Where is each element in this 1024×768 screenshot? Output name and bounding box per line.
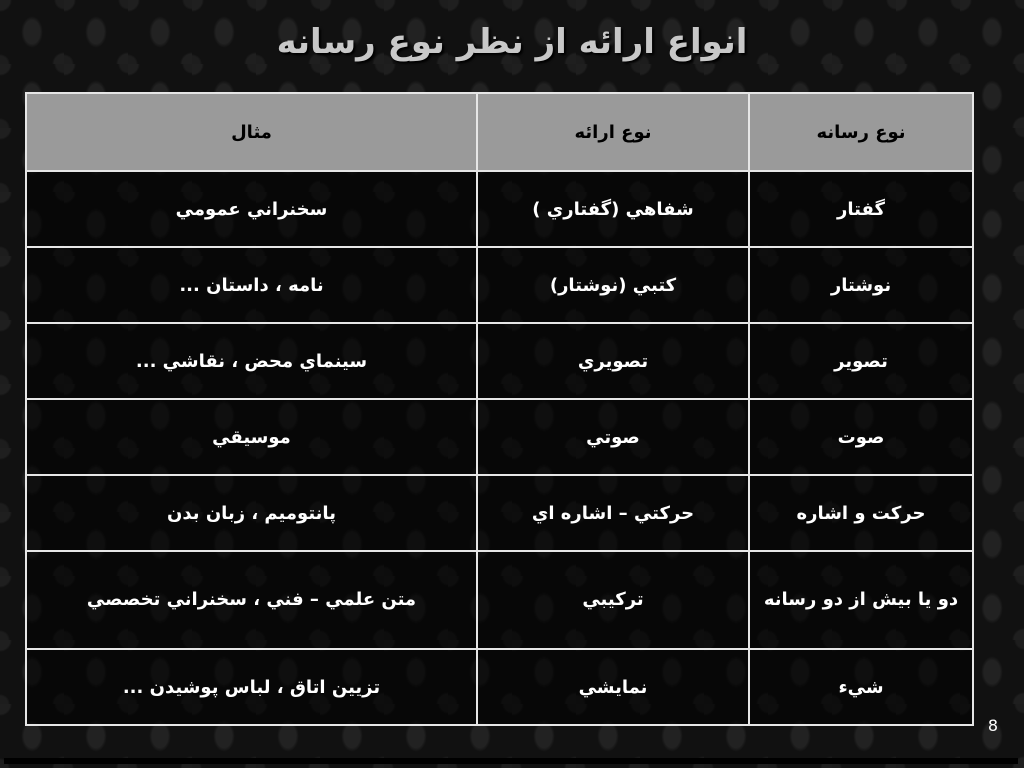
slide-title: انواع ارائه از نظر نوع رسانه bbox=[276, 22, 748, 62]
header-presentation-type: نوع ارائه bbox=[477, 93, 749, 171]
cell-example: تزيين اتاق ، لباس پوشيدن ... bbox=[26, 649, 477, 725]
cell-example: سخنراني عمومي bbox=[26, 171, 477, 247]
cell-presentation-type: صوتي bbox=[477, 399, 749, 475]
cell-example: موسيقي bbox=[26, 399, 477, 475]
cell-presentation-type: نمايشي bbox=[477, 649, 749, 725]
table-row bbox=[26, 649, 973, 725]
table-row bbox=[26, 399, 973, 475]
cell-presentation-type: حركتي – اشاره اي bbox=[477, 475, 749, 551]
table-row bbox=[26, 323, 973, 399]
header-example: مثال bbox=[26, 93, 477, 171]
cell-presentation-type: تصويري bbox=[477, 323, 749, 399]
table-row bbox=[26, 551, 973, 649]
cell-example: نامه ، داستان ... bbox=[26, 247, 477, 323]
cell-media-type: شيء bbox=[749, 649, 973, 725]
media-presentation-table bbox=[25, 92, 974, 726]
cell-media-type: دو يا بيش از دو رسانه bbox=[749, 551, 973, 649]
cell-presentation-type: شفاهي (گفتاري ) bbox=[477, 171, 749, 247]
cell-example: سينماي محض ، نقاشي ... bbox=[26, 323, 477, 399]
cell-media-type: تصوير bbox=[749, 323, 973, 399]
page-number: 8 bbox=[987, 716, 998, 735]
table-row bbox=[26, 475, 973, 551]
cell-media-type: نوشتار bbox=[749, 247, 973, 323]
table-row bbox=[26, 171, 973, 247]
cell-media-type: صوت bbox=[749, 399, 973, 475]
cell-presentation-type: تركيبي bbox=[477, 551, 749, 649]
cell-example: متن علمي – فني ، سخنراني تخصصي bbox=[26, 551, 477, 649]
table-row bbox=[26, 247, 973, 323]
cell-media-type: حركت و اشاره bbox=[749, 475, 973, 551]
cell-example: پانتوميم ، زبان بدن bbox=[26, 475, 477, 551]
header-media-type: نوع رسانه bbox=[749, 93, 973, 171]
cell-media-type: گفتار bbox=[749, 171, 973, 247]
table-header-row bbox=[26, 93, 973, 171]
cell-presentation-type: كتبي (نوشتار) bbox=[477, 247, 749, 323]
